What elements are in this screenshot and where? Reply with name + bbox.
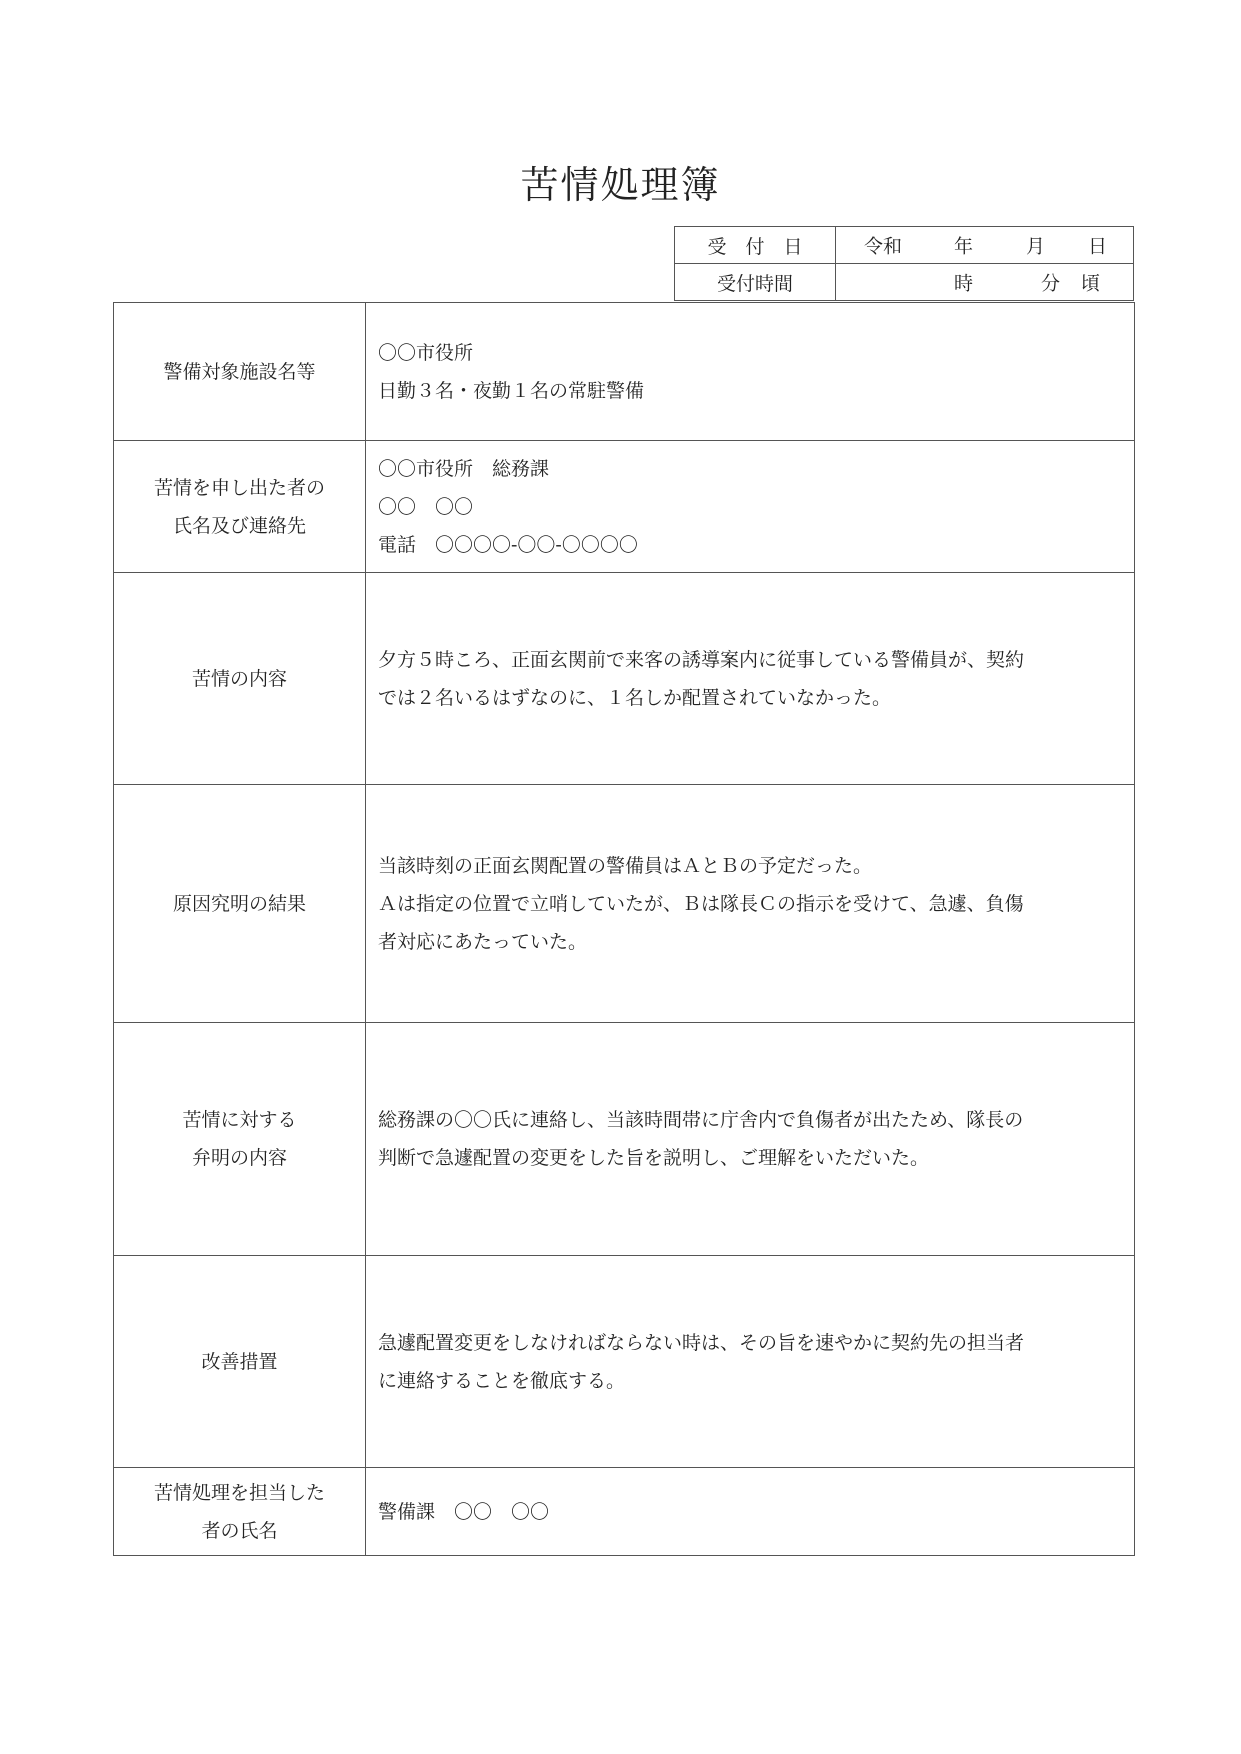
facility-value[interactable] bbox=[366, 303, 1135, 441]
receipt-time-row bbox=[675, 264, 1134, 301]
receipt-date-field[interactable] bbox=[836, 227, 1134, 264]
year-text: 年 bbox=[954, 235, 974, 258]
page-title: 苦情処理簿 bbox=[520, 163, 721, 207]
improvement-line: に連絡することを徹底する。 bbox=[378, 1369, 626, 1392]
explanation-label bbox=[114, 1023, 366, 1256]
month-text: 月 bbox=[1026, 235, 1046, 258]
label-line: 苦情を申し出た者の bbox=[153, 476, 325, 499]
facility-line: 日勤３名・夜勤１名の常駐警備 bbox=[378, 379, 645, 402]
minute-text: 分 bbox=[1041, 272, 1061, 295]
content-row bbox=[114, 573, 1135, 785]
label-line: 氏名及び連絡先 bbox=[172, 514, 306, 537]
label-line: 苦情処理を担当した bbox=[153, 1481, 325, 1504]
complainant-line: 〇〇 〇〇 bbox=[378, 495, 474, 518]
facility-label: 警備対象施設名等 bbox=[114, 303, 366, 441]
explanation-value[interactable] bbox=[366, 1023, 1135, 1256]
explanation-line: 判断で急遽配置の変更をした旨を説明し、ご理解をいただいた。 bbox=[378, 1147, 930, 1169]
handler-value[interactable] bbox=[366, 1468, 1135, 1556]
improvement-row bbox=[114, 1256, 1135, 1468]
complainant-value[interactable] bbox=[366, 441, 1135, 573]
receipt-time-field[interactable] bbox=[836, 264, 1134, 301]
hour-text: 時 bbox=[954, 272, 974, 295]
day-text: 日 bbox=[1088, 235, 1108, 258]
label-line: 者の氏名 bbox=[201, 1519, 278, 1542]
cause-line: 者対応にあたっていた。 bbox=[378, 930, 588, 953]
cause-label: 原因究明の結果 bbox=[114, 785, 366, 1023]
receipt-table bbox=[674, 226, 1134, 301]
facility-row bbox=[114, 303, 1135, 441]
label-line: 苦情に対する bbox=[182, 1109, 297, 1131]
approx-text: 頃 bbox=[1081, 272, 1101, 295]
complainant-line: 〇〇市役所 総務課 bbox=[378, 457, 550, 480]
explanation-line: 総務課の〇〇氏に連絡し、当該時間帯に庁舎内で負傷者が出たため、隊長の bbox=[378, 1109, 1024, 1131]
handler-line: 警備課 〇〇 〇〇 bbox=[378, 1500, 550, 1523]
complainant-row bbox=[114, 441, 1135, 573]
content-line: 夕方５時ころ、正面玄関前で来客の誘導案内に従事している警備員が、契約 bbox=[378, 648, 1025, 671]
handler-row bbox=[114, 1468, 1135, 1556]
cause-row bbox=[114, 785, 1135, 1023]
improvement-value[interactable] bbox=[366, 1256, 1135, 1468]
receipt-date-label: 受 付 日 bbox=[675, 227, 836, 264]
content-label: 苦情の内容 bbox=[114, 573, 366, 785]
facility-line: 〇〇市役所 bbox=[378, 341, 474, 364]
label-line: 弁明の内容 bbox=[191, 1147, 287, 1169]
complaint-form-table bbox=[113, 302, 1135, 1556]
content-line: では２名いるはずなのに、１名しか配置されていなかった。 bbox=[378, 686, 892, 709]
cause-value[interactable] bbox=[366, 785, 1135, 1023]
improvement-line: 急遽配置変更をしなければならない時は、その旨を速やかに契約先の担当者 bbox=[378, 1331, 1025, 1354]
cause-line: 当該時刻の正面玄関配置の警備員はＡとＢの予定だった。 bbox=[378, 854, 873, 877]
receipt-date-row bbox=[675, 227, 1134, 264]
explanation-row bbox=[114, 1023, 1135, 1256]
era-text: 令和 bbox=[864, 235, 903, 258]
complainant-label bbox=[114, 441, 366, 573]
cause-line: Ａは指定の位置で立哨していたが、Ｂは隊長Ｃの指示を受けて、急遽、負傷 bbox=[378, 892, 1024, 915]
receipt-time-label: 受付時間 bbox=[675, 264, 836, 301]
complainant-line: 電話 〇〇〇〇-〇〇-〇〇〇〇 bbox=[378, 533, 638, 556]
improvement-label: 改善措置 bbox=[114, 1256, 366, 1468]
handler-label bbox=[114, 1468, 366, 1556]
content-value[interactable] bbox=[366, 573, 1135, 785]
